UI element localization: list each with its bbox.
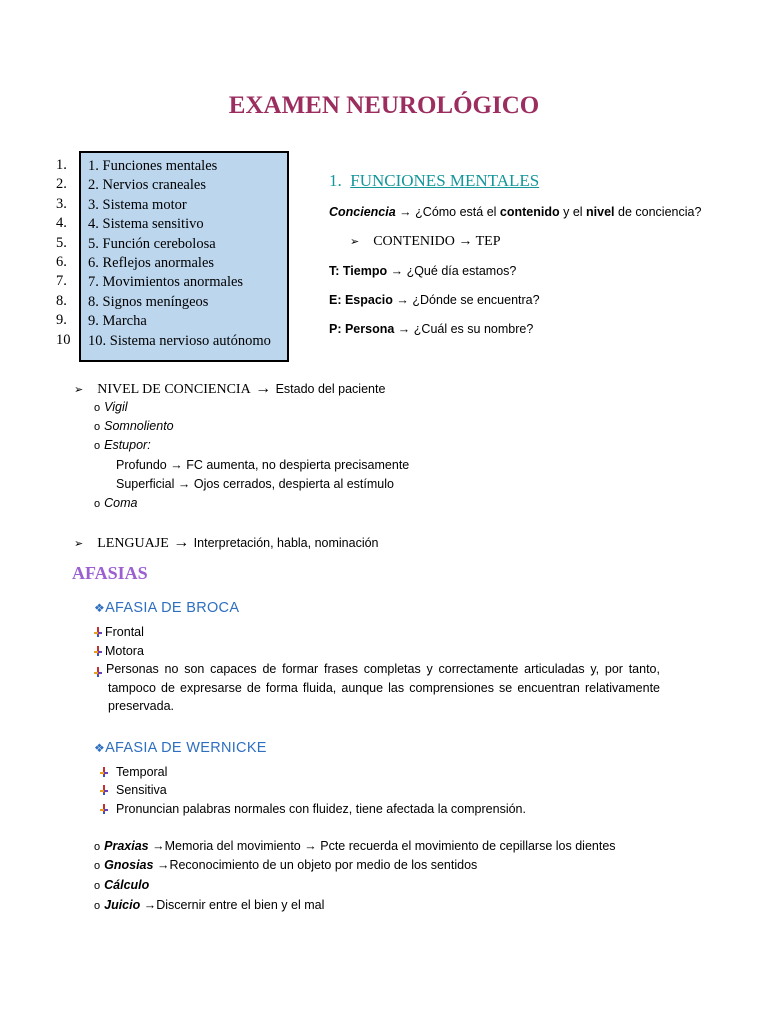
toc-item: 8. Signos meníngeos [88, 293, 209, 310]
profundo-text: FC aumenta, no despierta precisamente [186, 458, 410, 472]
espacio-label: E: Espacio [329, 293, 393, 307]
juicio-text: Discernir entre el bien y el mal [156, 898, 325, 912]
arrow-icon: → [255, 380, 272, 397]
nivel-label: NIVEL DE CONCIENCIA [97, 382, 251, 397]
wernicke-item [100, 783, 167, 797]
diamond-bullet-icon: ❖ [94, 601, 106, 615]
toc-number: 1. [56, 157, 67, 173]
arrow-icon: → [143, 898, 157, 912]
circle-bullet-icon: o [94, 880, 101, 892]
superficial-label: Superficial [116, 477, 175, 491]
plus-bullet-icon [94, 667, 102, 677]
circle-bullet-icon: o [94, 498, 101, 510]
contenido-line [350, 234, 501, 250]
arrow-icon: → [177, 477, 191, 491]
juicio-line [94, 898, 324, 912]
list-item-vigil [94, 400, 128, 414]
tiempo-question: ¿Qué día estamos? [406, 264, 517, 278]
plus-bullet-icon [100, 804, 108, 814]
toc-number: 2. [56, 176, 67, 193]
conciencia-q1: ¿Cómo está el [415, 205, 500, 219]
conciencia-label: Conciencia [329, 205, 396, 219]
afasias-heading: AFASIAS [72, 563, 148, 583]
coma-text: Coma [104, 496, 138, 510]
circle-bullet-icon: o [94, 900, 101, 912]
circle-bullet-icon: o [94, 841, 101, 853]
contenido-label: CONTENIDO [373, 234, 455, 249]
nivel-conciencia-line [74, 380, 385, 398]
calculo-line [94, 878, 149, 892]
conciencia-line [329, 205, 701, 219]
diamond-bullet-icon: ❖ [94, 741, 106, 755]
toc-number: 8. [56, 292, 67, 309]
list-item-somnoliento [94, 419, 174, 433]
wernicke-heading-text: AFASIA DE WERNICKE [105, 740, 267, 756]
wernicke-item-text: Sensitiva [116, 783, 167, 797]
broca-item [94, 625, 144, 639]
contenido-value: TEP [475, 234, 501, 249]
wernicke-item-text: Pronuncian palabras normales con fluidez, tiene afectada la comprensión. [116, 802, 526, 816]
toc-item: 1. Funciones mentales [88, 158, 218, 174]
broca-item-text: Frontal [105, 625, 144, 639]
broca-heading-text: AFASIA DE BROCA [105, 600, 240, 616]
toc-number: 10 [56, 331, 71, 348]
toc-item: 10. Sistema nervioso autónomo [88, 332, 271, 349]
toc-number: 4. [56, 215, 67, 232]
list-item-coma [94, 496, 137, 510]
arrowhead-bullet-icon: ➢ [350, 236, 360, 248]
arrow-icon: → [397, 322, 411, 336]
vigil-text: Vigil [104, 400, 128, 414]
toc-item: 2. Nervios craneales [88, 177, 206, 194]
toc-item: 3. Sistema motor [88, 196, 187, 213]
conciencia-contenido: contenido [499, 205, 560, 219]
arrow-icon: → [170, 458, 183, 472]
lenguaje-line [74, 534, 379, 552]
superficial-text: Ojos cerrados, despierta al estímulo [193, 477, 394, 491]
toc-number: 9. [56, 312, 67, 329]
wernicke-item [100, 802, 526, 816]
toc-number: 3. [56, 195, 67, 212]
toc-box [79, 151, 289, 362]
espacio-question: ¿Dónde se encuentra? [412, 293, 540, 307]
conciencia-end: de conciencia? [614, 205, 702, 219]
section-heading-text: FUNCIONES MENTALES [350, 171, 540, 190]
list-item-estupor [94, 438, 151, 452]
arrow-icon: → [390, 264, 404, 278]
broca-item [94, 644, 144, 658]
profundo-line [116, 458, 409, 472]
wernicke-heading [94, 740, 267, 756]
arrow-icon: → [173, 534, 190, 551]
nivel-value: Estado del paciente [275, 382, 386, 396]
broca-item-long: Personas no son capaces de formar frases completas y correctamente articuladas y, por tanto, tampoco de expresarse de forma fluida, aunque las comprensiones se encuentran relativamente preservada. [106, 662, 660, 713]
toc-numbers [56, 156, 71, 350]
conciencia-mid: y el [559, 205, 587, 219]
praxias-text2: Pcte recuerda el movimiento de cepillarse los dientes [320, 839, 616, 853]
toc-number: 5. [56, 234, 67, 251]
broca-item-text: Motora [105, 644, 144, 658]
somnoliento-text: Somnoliento [104, 419, 174, 433]
toc-number: 6. [56, 253, 67, 270]
calculo-label: Cálculo [104, 878, 150, 892]
toc-item: 7. Movimientos anormales [88, 274, 244, 291]
juicio-label: Juicio [104, 898, 141, 912]
profundo-label: Profundo [116, 458, 167, 472]
toc-item: 4. Sistema sensitivo [88, 216, 204, 233]
tiempo-line [329, 264, 516, 278]
superficial-line [116, 477, 394, 491]
gnosias-line [94, 858, 477, 872]
plus-bullet-icon [100, 785, 108, 795]
arrowhead-bullet-icon: ➢ [74, 384, 84, 396]
circle-bullet-icon: o [94, 860, 101, 872]
tiempo-label: T: Tiempo [329, 264, 388, 278]
circle-bullet-icon: o [94, 440, 101, 452]
arrow-icon: → [156, 858, 170, 872]
page-title: EXAMEN NEUROLÓGICO [228, 92, 540, 119]
arrow-icon: → [396, 293, 409, 307]
plus-bullet-icon [94, 646, 102, 656]
praxias-label: Praxias [104, 839, 149, 853]
toc-item: 5. Función cerebolosa [88, 235, 216, 252]
broca-heading [94, 600, 239, 616]
gnosias-text: Reconocimiento de un objeto por medio de los sentidos [169, 858, 478, 872]
espacio-line [329, 293, 540, 307]
praxias-line [94, 839, 616, 853]
arrow-icon: → [458, 234, 473, 249]
lenguaje-value: Interpretación, habla, nominación [193, 536, 379, 550]
arrowhead-bullet-icon: ➢ [74, 538, 84, 550]
broca-item-bullet [94, 663, 105, 681]
circle-bullet-icon: o [94, 421, 101, 433]
gnosias-label: Gnosias [104, 858, 154, 872]
plus-bullet-icon [100, 767, 108, 777]
section-heading-funciones-mentales [329, 171, 539, 191]
praxias-text1: Memoria del movimiento [164, 839, 301, 853]
lenguaje-label: LENGUAJE [97, 536, 169, 551]
arrow-icon: → [399, 205, 412, 219]
circle-bullet-icon: o [94, 402, 101, 414]
persona-line [329, 322, 533, 336]
arrow-icon: → [152, 839, 165, 853]
toc-number: 7. [56, 273, 67, 290]
conciencia-nivel: nivel [586, 205, 615, 219]
plus-bullet-icon [94, 627, 102, 637]
arrow-icon: → [304, 839, 317, 853]
section-number: 1. [329, 171, 342, 190]
toc-item: 9. Marcha [88, 313, 147, 330]
toc-item: 6. Reflejos anormales [88, 254, 215, 271]
persona-label: P: Persona [329, 322, 395, 336]
wernicke-item-text: Temporal [116, 765, 168, 779]
estupor-text: Estupor: [104, 438, 151, 452]
wernicke-item [100, 765, 167, 779]
persona-question: ¿Cuál es su nombre? [413, 322, 534, 336]
